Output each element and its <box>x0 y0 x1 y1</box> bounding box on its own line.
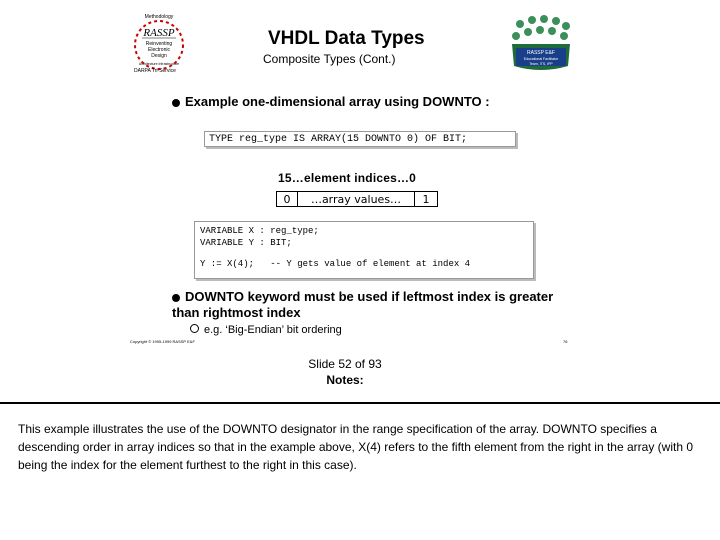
element-indices-label: 15…element indices…0 <box>278 171 417 185</box>
bullet-downto <box>172 289 562 321</box>
notes-label: Notes: <box>326 373 364 387</box>
logo-name: RASSP <box>143 27 175 39</box>
logo-caption: DARPA Tri-Service <box>134 68 176 74</box>
ef-logo-line3: Team, ITS, IPP <box>529 62 553 66</box>
rassp-ef-logo-graphic <box>508 14 574 76</box>
array-cell-values: …array values… <box>297 191 415 207</box>
logo-line2: Electronic <box>148 47 170 53</box>
page-footer-number: 76 <box>563 339 568 344</box>
code-line-1: VARIABLE X : reg_type; <box>200 226 319 236</box>
sub-bullet-ring-icon <box>190 324 199 333</box>
code-line-2: VARIABLE Y : BIT; <box>200 238 292 248</box>
array-cell-right: 1 <box>414 191 438 207</box>
ef-logo-line1: RASSP E&F <box>527 50 555 56</box>
bullet-dot-icon <box>172 294 180 302</box>
logo-bottom-text: Architecture Infrastructure <box>138 62 180 66</box>
copyright-footer: Copyright © 1995-1999 RASSP E&F <box>130 339 195 344</box>
array-cell-left: 0 <box>276 191 298 207</box>
slide-subtitle: Composite Types (Cont.) <box>263 52 396 66</box>
logo-line3: Design <box>151 53 167 59</box>
type-declaration-code: TYPE reg_type IS ARRAY(15 DOWNTO 0) OF BIT; <box>204 131 516 147</box>
logo-line1: Reinventing <box>145 41 173 47</box>
rassp-logo <box>120 12 198 74</box>
slide-title: VHDL Data Types <box>268 28 425 49</box>
variable-declaration-code <box>194 221 534 279</box>
bullet-dot-icon <box>172 99 180 107</box>
rassp-ef-logo <box>508 14 574 76</box>
notes-text: This example illustrates the use of the DOWNTO designator in the range specification of the array. DOWNTO specifies a descending order in array indices so that in the example above, X(4) refers to the fifth element from the right in the array (with 0 being the index for the element furthest to the right in this case). <box>18 422 694 472</box>
bullet-example-text: Example one-dimensional array using DOWNTO : <box>185 94 490 109</box>
bullet-example <box>172 94 490 109</box>
ef-logo-line2: Educational Facilitator <box>523 57 559 61</box>
sub-bullet-text: e.g. ‘Big-Endian’ bit ordering <box>204 324 342 336</box>
code-line-3: Y := X(4); -- Y gets value of element at index 4 <box>200 259 471 269</box>
bullet-downto-text: DOWNTO keyword must be used if leftmost index is greater than rightmost index <box>172 289 554 320</box>
slide-number: Slide 52 of 93 <box>308 357 382 371</box>
logo-top-text: Methodology <box>144 14 174 20</box>
rassp-logo-graphic <box>120 12 198 74</box>
sub-bullet <box>190 324 342 336</box>
notes-divider <box>0 402 720 404</box>
